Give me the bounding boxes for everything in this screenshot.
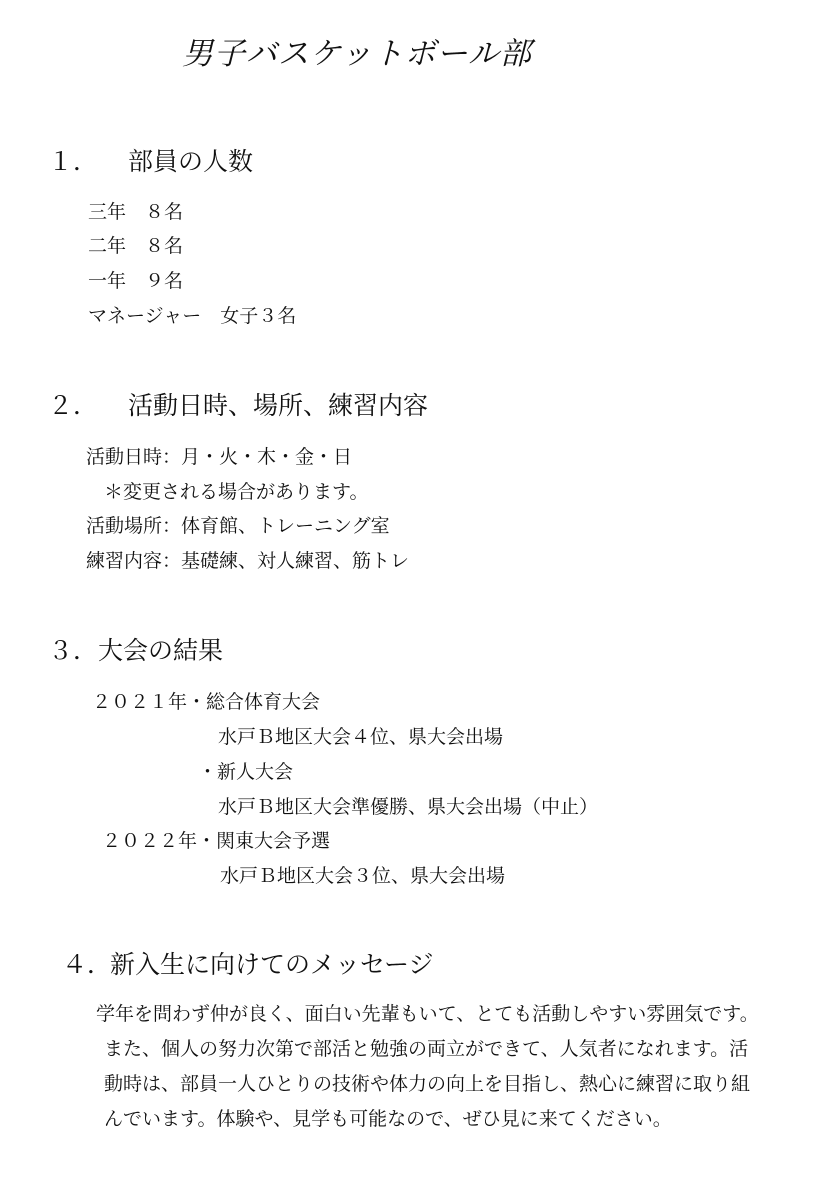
tournament-year-line: ２０２２年・関東大会予選: [102, 830, 331, 852]
message-line: また、個人の努力次第で部活と勉強の両立ができて、人気者になれます。活: [104, 1038, 749, 1060]
member-count-line: 一年 ９名: [88, 270, 184, 292]
tournament-result: 水戸Ｂ地区大会３位、県大会出場: [220, 865, 506, 887]
section-1-number: １．: [48, 147, 99, 176]
activity-line: 活動日時：月・火・木・金・日: [86, 446, 353, 468]
tournament-result: 水戸Ｂ地区大会４位、県大会出場: [218, 726, 504, 748]
section-1-heading: 部員の人数: [128, 147, 254, 176]
activity-line: 練習内容：基礎練、対人練習、筋トレ: [86, 550, 410, 572]
page-title: 男子バスケットボール部: [182, 36, 532, 72]
message-line: んでいます。体験や、見学も可能なので、ぜひ見に来てください。: [104, 1108, 672, 1130]
section-4-heading: 新入生に向けてのメッセージ: [110, 950, 434, 979]
section-4-number: ４．: [62, 950, 113, 979]
section-2-number: ２．: [48, 391, 99, 420]
message-line: 学年を問わず仲が良く、面白い先輩もいて、とても活動しやすい雰囲気です。: [96, 1003, 759, 1025]
section-2-heading: 活動日時、場所、練習内容: [128, 391, 429, 420]
activity-line: 活動場所：体育館、トレーニング室: [86, 515, 390, 537]
message-paragraph: [96, 997, 796, 1137]
activity-note: ＊変更される場合があります。: [104, 481, 369, 503]
member-count-line: 三年 ８名: [88, 201, 184, 223]
section-3-number: ３．: [48, 636, 99, 665]
member-count-line: マネージャー 女子３名: [88, 305, 297, 327]
tournament-name: ・新人大会: [198, 761, 294, 783]
section-3-heading: 大会の結果: [98, 636, 224, 665]
tournament-result: 水戸Ｂ地区大会準優勝、県大会出場（中止）: [218, 796, 599, 818]
message-line: 動時は、部員一人ひとりの技術や体力の向上を目指し、熱心に練習に取り組: [104, 1073, 751, 1095]
member-count-line: 二年 ８名: [88, 235, 184, 257]
tournament-year-line: ２０２１年・総合体育大会: [92, 691, 321, 713]
